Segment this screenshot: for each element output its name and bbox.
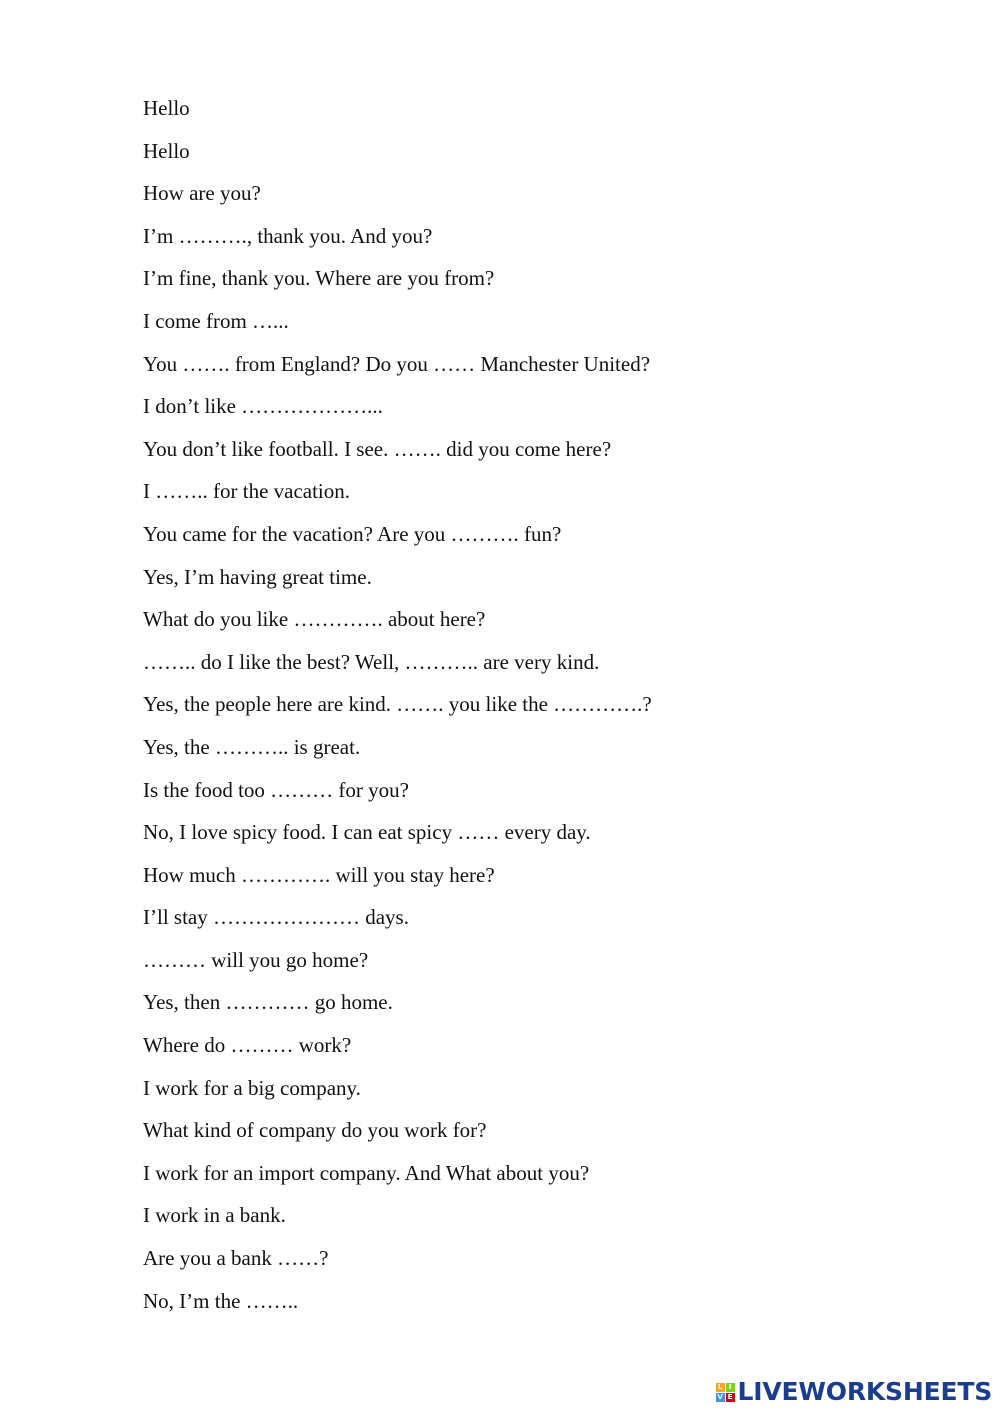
dialogue-line: Yes, the ……….. is great.: [143, 734, 361, 759]
dialogue-line: How are you?: [143, 181, 261, 206]
logo-letter-l: L: [716, 1383, 725, 1392]
liveworksheets-logo-icon: [716, 1383, 735, 1402]
dialogue-line: I work in a bank.: [143, 1203, 286, 1228]
dialogue-line: No, I’m the ……..: [143, 1288, 299, 1313]
dialogue-line: I’ll stay ………………… days.: [143, 905, 409, 930]
dialogue-line: What kind of company do you work for?: [143, 1118, 487, 1143]
dialogue-line: How much …………. will you stay here?: [143, 862, 495, 887]
dialogue-line: You don’t like football. I see. ……. did you come here?: [143, 436, 612, 461]
dialogue-line: …….. do I like the best? Well, ……….. are very kind.: [143, 649, 600, 674]
dialogue-line: Hello: [143, 96, 190, 120]
dialogue-line: Hello: [143, 138, 190, 163]
dialogue-line: Yes, I’m having great time.: [143, 564, 372, 589]
logo-letter-v: V: [717, 1392, 723, 1401]
dialogue-line: I …….. for the vacation.: [143, 479, 351, 504]
dialogue-line: What do you like …………. about here?: [143, 607, 486, 632]
dialogue-line: Yes, then ………… go home.: [143, 990, 393, 1015]
liveworksheets-brand: [716, 1377, 992, 1407]
liveworksheets-wordmark: LIVEWORKSHEETS: [737, 1377, 992, 1406]
dialogue-line: I come from …...: [143, 308, 289, 333]
dialogue-line: I don’t like ………………...: [143, 394, 383, 419]
dialogue-line: Are you a bank ……?: [143, 1246, 329, 1271]
dialogue-line: Where do ……… work?: [143, 1033, 352, 1058]
dialogue-line: No, I love spicy food. I can eat spicy …… every day.: [143, 820, 591, 845]
dialogue-line: I’m fine, thank you. Where are you from?: [143, 266, 495, 291]
dialogue-line: I’m ………., thank you. And you?: [143, 223, 433, 248]
dialogue-line: Yes, the people here are kind. ……. you like the ………….?: [143, 692, 652, 717]
dialogue-line: ……… will you go home?: [143, 947, 369, 972]
logo-letter-e: E: [726, 1393, 735, 1402]
dialogue-line: Is the food too ……… for you?: [143, 777, 409, 802]
dialogue-line: I work for a big company.: [143, 1075, 361, 1100]
dialogue-line: I work for an import company. And What about you?: [143, 1160, 590, 1185]
worksheet-text: [143, 87, 903, 1322]
dialogue-line: You came for the vacation? Are you ………. fun?: [143, 521, 562, 546]
logo-letter-i: I: [726, 1383, 735, 1392]
dialogue-line: You ……. from England? Do you …… Manchester United?: [143, 351, 651, 376]
